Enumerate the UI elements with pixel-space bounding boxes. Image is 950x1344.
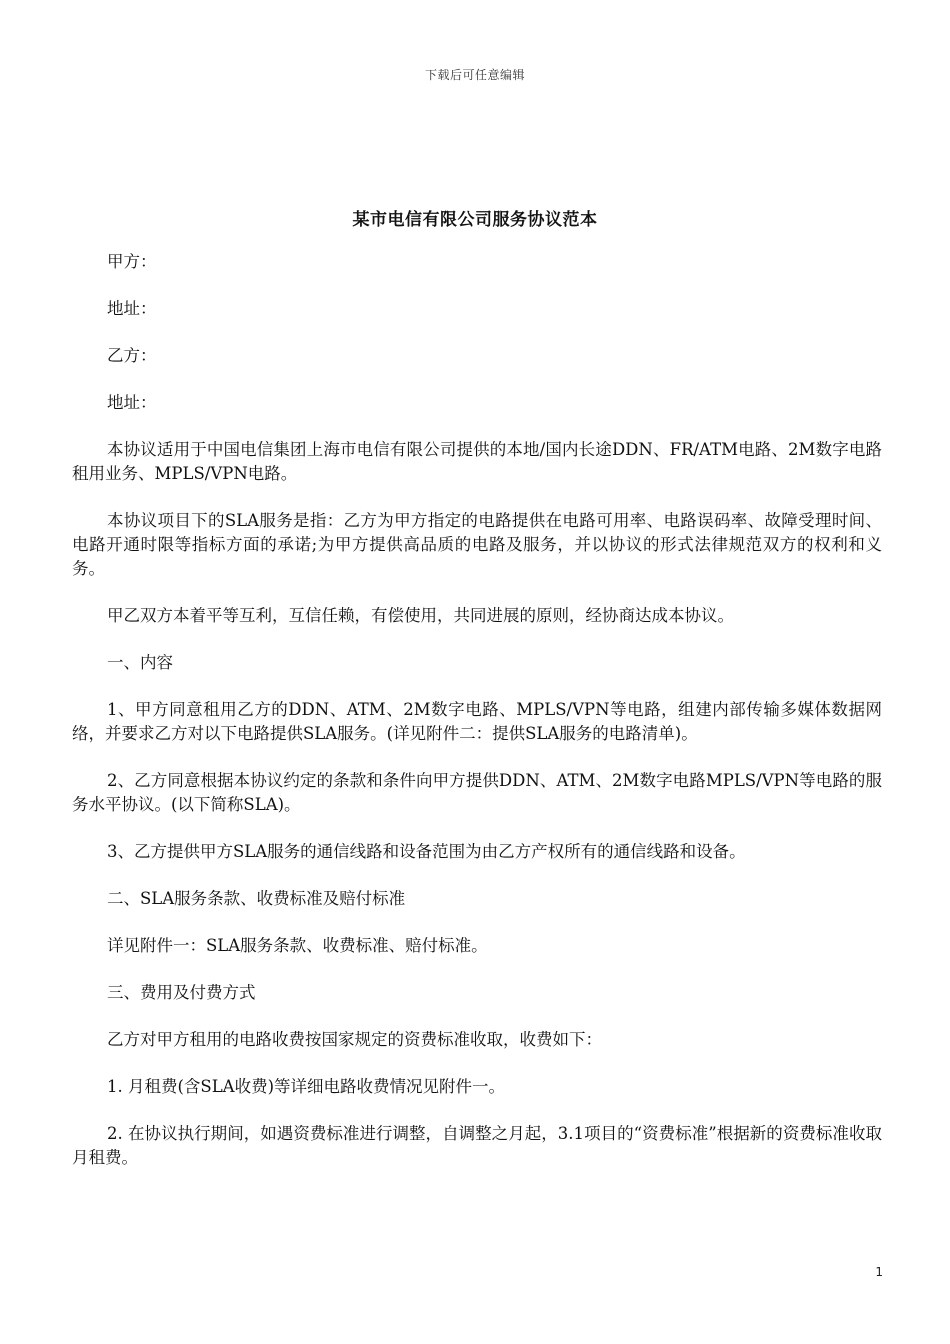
content-clause-3: 3、乙方提供甲方SLA服务的通信线路和设备范围为由乙方产权所有的通信线路和设备。 [107, 842, 746, 861]
party-b-label: 乙方： [107, 346, 157, 365]
document-title: 某市电信有限公司服务协议范本 [352, 210, 598, 230]
principle-paragraph: 甲乙双方本着平等互利，互信任赖，有偿使用，共同进展的原则，经协商达成本协议。 [107, 606, 734, 625]
party-b-address-label: 地址： [107, 393, 157, 412]
section-heading-content: 一、内容 [107, 653, 173, 672]
header-note: 下载后可任意编辑 [424, 68, 525, 82]
sla-definition-paragraph: 本协议项目下的SLA服务是指：乙方为甲方指定的电路提供在电路可用率、电路误码率、故障受理时间、电路开通时限等指标方面的承诺;为甲方提供高品质的电路及服务，并以协议的形式法律规范双方的权利和义务。 [72, 511, 882, 578]
section-heading-fees: 三、费用及付费方式 [107, 983, 256, 1002]
sla-terms-reference: 详见附件一：SLA服务条款、收费标准、赔付标准。 [107, 936, 488, 955]
party-a-address-label: 地址： [107, 299, 157, 318]
document-body [72, 250, 882, 1193]
scope-paragraph: 本协议适用于中国电信集团上海市电信有限公司提供的本地/国内长途DDN、FR/ATM电路、2M数字电路租用业务、MPLS/VPN电路。 [72, 440, 882, 483]
fees-clause-1: 1. 月租费(含SLA收费)等详细电路收费情况见附件一。 [107, 1077, 506, 1096]
section-heading-sla-terms: 二、SLA服务条款、收费标准及赔付标准 [107, 889, 406, 908]
content-clause-2: 2、乙方同意根据本协议约定的条款和条件向甲方提供DDN、ATM、2M数字电路MPLS/VPN等电路的服务水平协议。(以下简称SLA)。 [72, 771, 882, 814]
page-number: 1 [875, 1265, 883, 1279]
fees-intro-paragraph: 乙方对甲方租用的电路收费按国家规定的资费标准收取，收费如下： [107, 1030, 602, 1049]
content-clause-1: 1、甲方同意租用乙方的DDN、ATM、2M数字电路、MPLS/VPN等电路，组建内部传输多媒体数据网络，并要求乙方对以下电路提供SLA服务。(详见附件二：提供SLA服务的电路清单)。 [72, 700, 882, 743]
party-a-label: 甲方： [107, 252, 157, 271]
fees-clause-2: 2. 在协议执行期间，如遇资费标准进行调整，自调整之月起，3.1项目的“资费标准”根据新的资费标准收取月租费。 [72, 1124, 882, 1167]
